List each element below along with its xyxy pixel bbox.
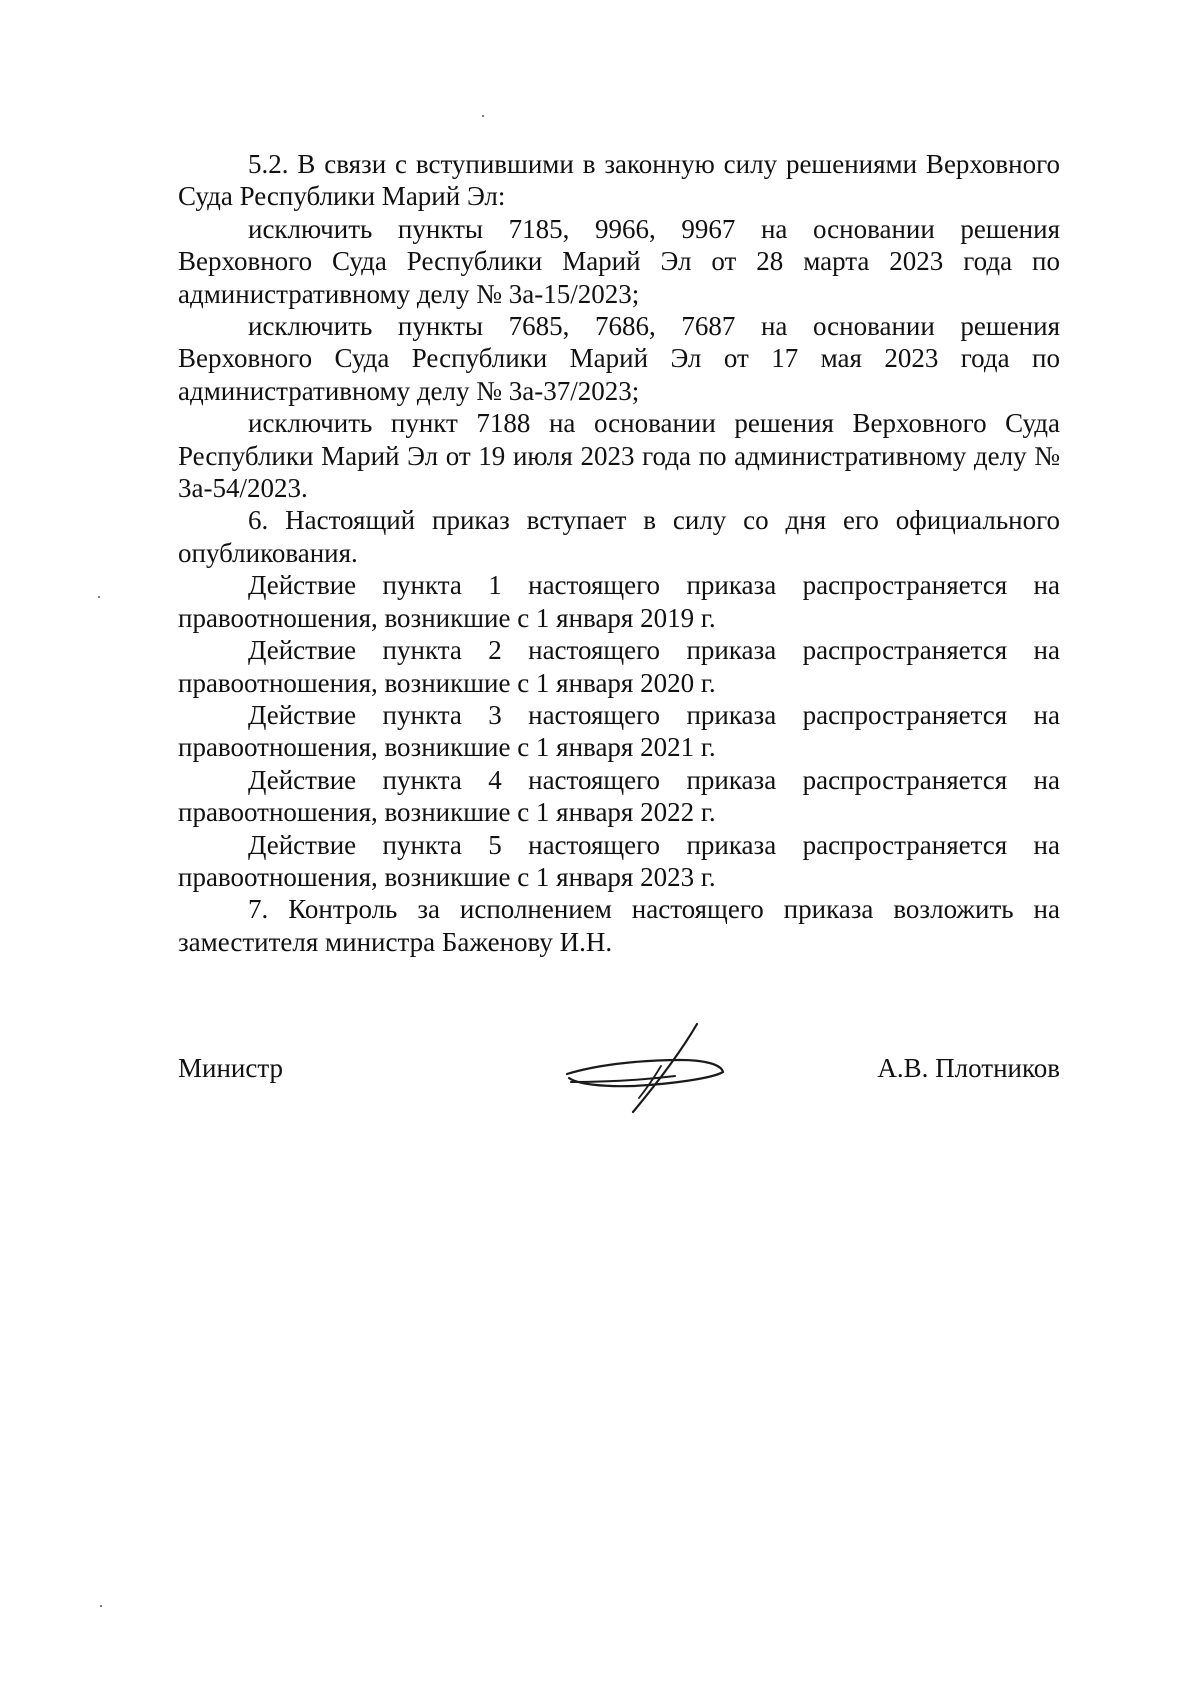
handwritten-signature [563,1020,733,1116]
paragraph-6: 6. Настоящий приказ вступает в силу со дня его официального опубликования. [178,505,1060,568]
paragraph-exclude-2: исключить пункты 7685, 7686, 7687 на основании решения Верховного Суда Республики Марий Эл от 17 мая 2023 года по административному делу № 3а-37/2023; [178,311,1060,406]
paragraph-exclude-3: исключить пункт 7188 на основании решения Верховного Суда Республики Марий Эл от 19 июля 2023 года по административному делу № 3а-54/2023. [178,408,1060,504]
paragraph-effect-1: Действие пункта 1 настоящего приказа распространяется на правоотношения, возникшие с 1 января 2019 г. [178,570,1060,633]
paragraph-5-2: 5.2. В связи с вступившими в законную силу решениями Верховного Суда Республики Марий Эл: [178,149,1060,212]
scan-speck [482,115,484,117]
paragraph-7: 7. Контроль за исполнением настоящего приказа возложить на заместителя министра Баженову И.Н. [178,894,1060,957]
document-body [178,148,1060,958]
paragraph-effect-5: Действие пункта 5 настоящего приказа распространяется на правоотношения, возникшие с 1 января 2023 г. [178,829,1060,892]
signatory-title: Министр [178,1053,283,1083]
signatory-name: А.В. Плотников [877,1053,1060,1083]
scan-speck [100,1605,102,1607]
paragraph-effect-2: Действие пункта 2 настоящего приказа распространяется на правоотношения, возникшие с 1 января 2020 г. [178,635,1060,698]
paragraph-effect-3: Действие пункта 3 настоящего приказа распространяется на правоотношения, возникшие с 1 января 2021 г. [178,699,1060,763]
paragraph-effect-4: Действие пункта 4 настоящего приказа распространяется на правоотношения, возникшие с 1 января 2022 г. [178,764,1060,828]
paragraph-exclude-1: исключить пункты 7185, 9966, 9967 на основании решения Верховного Суда Республики Марий Эл от 28 марта 2023 года по административному делу № 3а-15/2023; [178,213,1060,309]
scan-speck [98,596,100,598]
